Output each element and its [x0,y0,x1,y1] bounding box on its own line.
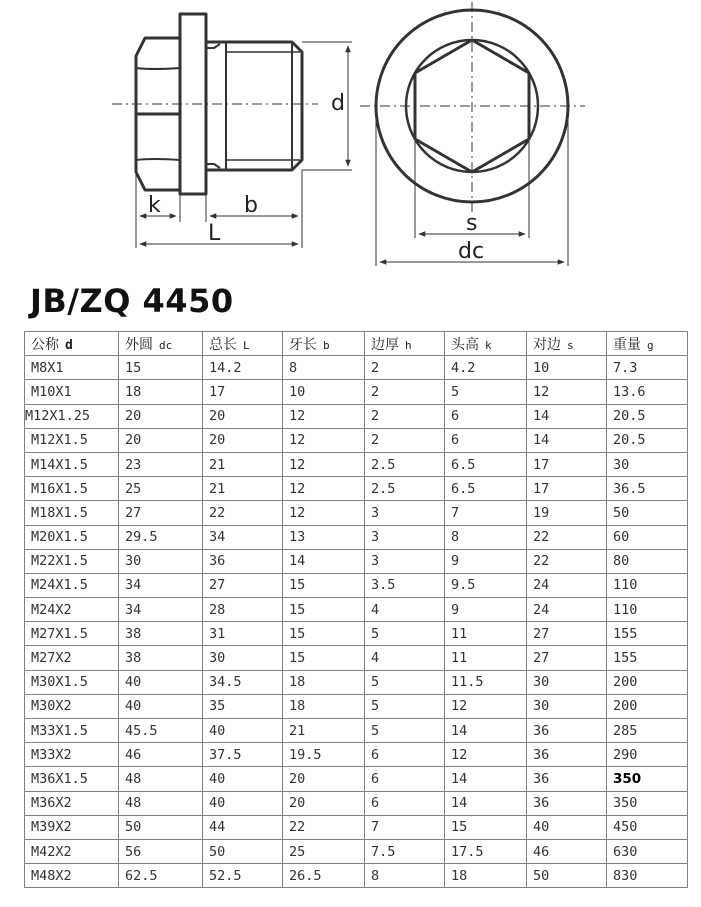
table-cell: 12 [283,452,365,476]
column-header [607,332,688,356]
table-cell: 12 [283,428,365,452]
column-header-unit: h [405,338,412,352]
table-cell: 15 [283,598,365,622]
table-cell: 36 [527,791,607,815]
table-cell: M12X1.25 [25,404,119,428]
table-cell: 5 [365,622,445,646]
table-cell: 46 [527,839,607,863]
table-cell: 14 [527,404,607,428]
table-cell: 18 [119,380,203,404]
standard-title: JB/ZQ 4450 [30,282,234,320]
table-cell: 14 [283,549,365,573]
dim-label-L: L [208,221,221,246]
table-cell: 50 [203,839,283,863]
table-cell: 8 [365,864,445,888]
table-cell: 20 [283,791,365,815]
table-cell: 13.6 [607,380,688,404]
table-cell: 60 [607,525,688,549]
table-cell: 24 [527,573,607,597]
table-cell: 2 [365,356,445,380]
table-cell: 28 [203,598,283,622]
table-cell: 350 [607,791,688,815]
table-cell: 110 [607,573,688,597]
column-header-unit: s [567,338,574,352]
table-cell: 110 [607,598,688,622]
table-cell: M30X1.5 [25,670,119,694]
table-cell: 6 [365,791,445,815]
dim-label-k: k [148,193,161,218]
table-cell: 50 [119,815,203,839]
table-row [25,404,688,428]
table-row [25,815,688,839]
table-cell: 30 [119,549,203,573]
table-row [25,767,688,791]
table-cell: M24X2 [25,598,119,622]
table-cell: 44 [203,815,283,839]
table-row [25,452,688,476]
table-cell: 40 [527,815,607,839]
table-cell: 56 [119,839,203,863]
table-cell: 11 [445,646,527,670]
table-cell: 450 [607,815,688,839]
column-header [203,332,283,356]
table-cell: M33X2 [25,743,119,767]
table-cell: 155 [607,646,688,670]
column-header-unit: g [647,338,654,352]
table-cell: 6 [365,743,445,767]
table-cell: M22X1.5 [25,549,119,573]
dim-label-s: s [466,211,478,236]
table-row [25,743,688,767]
table-cell: 2.5 [365,452,445,476]
table-cell: 12 [527,380,607,404]
table-cell: 11.5 [445,670,527,694]
table-cell: 3 [365,525,445,549]
table-cell: M30X2 [25,694,119,718]
table-cell: 5 [365,670,445,694]
table-cell: 10 [527,356,607,380]
table-cell: 80 [607,549,688,573]
table-row [25,501,688,525]
table-cell: 6 [445,428,527,452]
table-cell: 20.5 [607,428,688,452]
column-header-label: 对边 [533,336,561,353]
table-cell: 30 [607,452,688,476]
table-cell: M27X1.5 [25,622,119,646]
table-cell: 48 [119,767,203,791]
table-cell: M16X1.5 [25,477,119,501]
table-cell: 14.2 [203,356,283,380]
column-header-unit: d [65,337,73,353]
table-cell: 40 [203,791,283,815]
table-cell: 290 [607,743,688,767]
table-cell: 14 [445,791,527,815]
column-header [25,332,119,356]
table-cell: 34 [119,598,203,622]
table-cell: 40 [119,670,203,694]
table-row [25,428,688,452]
table-row [25,791,688,815]
table-cell: 21 [283,719,365,743]
column-header [283,332,365,356]
table-cell: 50 [527,864,607,888]
table-cell: 200 [607,694,688,718]
table-cell: 630 [607,839,688,863]
table-cell: 38 [119,646,203,670]
table-cell: 2 [365,380,445,404]
table-cell: 17 [527,452,607,476]
column-header-label: 边厚 [371,336,399,353]
table-cell: 25 [119,477,203,501]
column-header-unit: dc [159,338,173,352]
table-cell: 27 [527,646,607,670]
table-cell: M10X1 [25,380,119,404]
table-cell: M8X1 [25,356,119,380]
table-cell: 19 [527,501,607,525]
table-cell: 5 [365,694,445,718]
table-cell: M48X2 [25,864,119,888]
table-cell: 36 [203,549,283,573]
table-cell: 15 [119,356,203,380]
table-cell: 12 [283,404,365,428]
table-cell: 12 [445,743,527,767]
table-row [25,356,688,380]
table-header-row [25,332,688,356]
column-header-label: 公称 [31,336,59,353]
column-header-label: 外圆 [125,336,153,353]
table-cell: 14 [445,767,527,791]
dim-label-dc: dc [458,239,485,264]
table-cell: 38 [119,622,203,646]
column-header-unit: b [323,338,330,352]
table-cell: 40 [203,719,283,743]
table-cell: 22 [527,525,607,549]
table-cell: 9.5 [445,573,527,597]
table-cell: 14 [445,719,527,743]
table-cell: M12X1.5 [25,428,119,452]
table-cell: 8 [283,356,365,380]
column-header-unit: k [485,338,492,352]
table-cell: M14X1.5 [25,452,119,476]
table-row [25,839,688,863]
table-cell: 20 [119,404,203,428]
table-cell: 46 [119,743,203,767]
table-cell: 2.5 [365,477,445,501]
table-cell: 34.5 [203,670,283,694]
table-cell: 45.5 [119,719,203,743]
table-cell: 285 [607,719,688,743]
table-cell: M20X1.5 [25,525,119,549]
table-cell: M33X1.5 [25,719,119,743]
table-cell: 19.5 [283,743,365,767]
table-cell: 2 [365,404,445,428]
table-cell: M18X1.5 [25,501,119,525]
table-cell: 18 [283,670,365,694]
table-cell: 30 [527,670,607,694]
table-cell: 7 [445,501,527,525]
table-cell: 7.5 [365,839,445,863]
table-row [25,646,688,670]
table-cell: 40 [203,767,283,791]
table-cell: 40 [119,694,203,718]
table-cell: 36 [527,743,607,767]
table-cell: 14 [527,428,607,452]
table-row [25,622,688,646]
table-cell: 155 [607,622,688,646]
table-cell: M42X2 [25,839,119,863]
dim-label-d: d [331,91,345,116]
table-cell: 36 [527,719,607,743]
table-cell: 4.2 [445,356,527,380]
table-cell: 37.5 [203,743,283,767]
table-cell: 35 [203,694,283,718]
column-header-label: 总长 [209,336,237,353]
column-header [527,332,607,356]
table-cell: 20 [203,404,283,428]
column-header [119,332,203,356]
table-cell: 20.5 [607,404,688,428]
table-row [25,719,688,743]
table-cell: M36X1.5 [25,767,119,791]
table-cell: 21 [203,477,283,501]
table-cell: 7 [365,815,445,839]
table-cell: 50 [607,501,688,525]
table-cell: 17 [527,477,607,501]
table-cell: 11 [445,622,527,646]
table-cell: 12 [445,694,527,718]
table-cell: 4 [365,598,445,622]
table-cell: 6.5 [445,452,527,476]
table-row [25,694,688,718]
table-cell: 18 [283,694,365,718]
table-row [25,573,688,597]
table-cell: 62.5 [119,864,203,888]
table-cell: 34 [119,573,203,597]
table-cell: 12 [283,477,365,501]
table-cell: 15 [283,646,365,670]
table-cell: 34 [203,525,283,549]
table-cell: M27X2 [25,646,119,670]
table-cell: 20 [119,428,203,452]
table-cell: 26.5 [283,864,365,888]
table-cell: M36X2 [25,791,119,815]
table-row [25,477,688,501]
table-cell: 6.5 [445,477,527,501]
column-header-label: 牙长 [289,336,317,353]
table-cell: M39X2 [25,815,119,839]
table-cell: 22 [527,549,607,573]
table-cell: 2 [365,428,445,452]
table-cell: 27 [203,573,283,597]
table-cell: 830 [607,864,688,888]
column-header-unit: L [243,338,250,352]
table-cell: 6 [365,767,445,791]
column-header [445,332,527,356]
table-cell: 27 [119,501,203,525]
table-cell: 20 [283,767,365,791]
table-cell: 21 [203,452,283,476]
table-row [25,598,688,622]
dimension-table [24,331,688,888]
table-cell: 5 [365,719,445,743]
table-cell: 22 [203,501,283,525]
table-cell: 29.5 [119,525,203,549]
table-cell: 17 [203,380,283,404]
table-cell: 27 [527,622,607,646]
table-row [25,549,688,573]
column-header-label: 重量 [613,336,641,353]
dim-label-b: b [244,193,258,218]
table-cell: 6 [445,404,527,428]
table-cell: 20 [203,428,283,452]
table-cell: 48 [119,791,203,815]
table-cell: 22 [283,815,365,839]
table-row [25,864,688,888]
table-row [25,670,688,694]
table-row [25,380,688,404]
table-cell: 200 [607,670,688,694]
column-header [365,332,445,356]
table-cell: 25 [283,839,365,863]
table-cell: 30 [203,646,283,670]
table-cell: 10 [283,380,365,404]
plug-technical-drawing [0,0,701,275]
table-cell: 8 [445,525,527,549]
table-cell: 9 [445,598,527,622]
table-cell: 9 [445,549,527,573]
table-cell: 5 [445,380,527,404]
table-row [25,525,688,549]
table-cell: 30 [527,694,607,718]
table-cell: 7.3 [607,356,688,380]
table-cell: 3 [365,549,445,573]
table-cell: 350 [607,767,688,791]
table-cell: M24X1.5 [25,573,119,597]
table-cell: 36.5 [607,477,688,501]
table-cell: 13 [283,525,365,549]
table-cell: 15 [283,622,365,646]
table-cell: 31 [203,622,283,646]
table-cell: 36 [527,767,607,791]
table-cell: 4 [365,646,445,670]
column-header-label: 头高 [451,336,479,353]
table-cell: 17.5 [445,839,527,863]
table-cell: 52.5 [203,864,283,888]
table-cell: 18 [445,864,527,888]
table-cell: 3 [365,501,445,525]
table-cell: 3.5 [365,573,445,597]
table-cell: 24 [527,598,607,622]
table-cell: 15 [445,815,527,839]
table-cell: 12 [283,501,365,525]
table-cell: 15 [283,573,365,597]
table-cell: 23 [119,452,203,476]
